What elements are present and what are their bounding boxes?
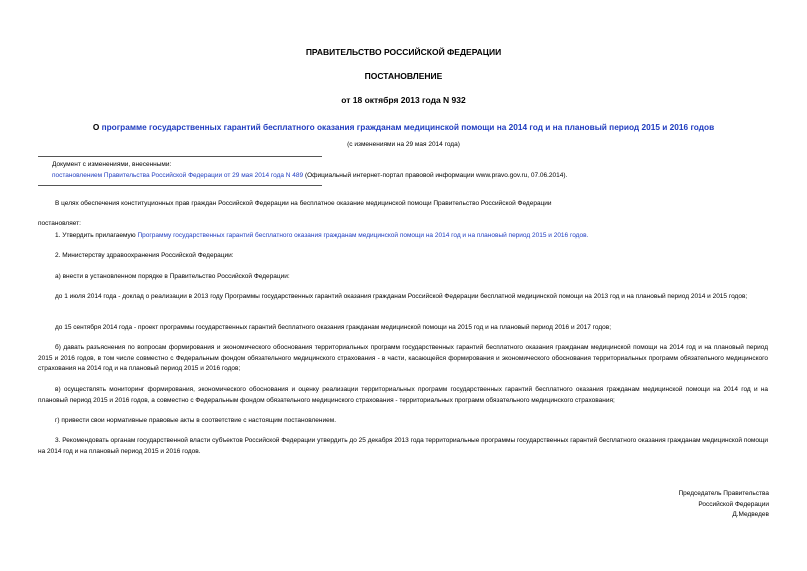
clause-2g-paragraph: г) привести свои нормативные правовые акты в соответствие с настоящим постановлением. [55,417,337,424]
program-link[interactable]: Программу государственных гарантий бесплатного оказания гражданам медицинской помощи на 2014 год и на плановый период 2015 и 2016 годов. [137,232,589,239]
signature-name-line: Д.Медведев [732,511,769,518]
amendment-note-top-divider [38,156,322,157]
document-title-link[interactable]: программе государственных гарантий бесплатного оказания гражданам медицинской помощи на 2014 год и на плановый период 2015 и 2016 годов [101,122,715,132]
clause-1-paragraph [38,231,768,242]
amendment-note-suffix: (Официальный интернет-портал правовой информации www.pravo.gov.ru, 07.06.2014). [303,172,568,179]
clause-2b-paragraph: б) давать разъяснения по вопросам формирования и экономического обоснования территориальных программ государственных гарантий бесплатного оказания гражданам медицинской помощи на 2014 год и на плановый период 2015 и 2016 годов, в том числе совместно с Федеральным фондом обязательного медицинского страхования - в части, касающейся формирования и экономического обоснования территориальных программ обязательного медицинского страхования на 2014 год и на плановый период 2015 и 2016 годов; [38,344,768,372]
clause-2v-paragraph: в) осуществлять мониторинг формирования, экономического обоснования и оценку реализации территориальных программ государственных гарантий бесплатного оказания гражданам медицинской помощи на 2014 год и на плановый период 2015 и 2016 годов, а совместно с Федеральным фондом обязательного медицинского страхования - территориальных программ обязательного медицинского страхования; [38,386,768,404]
amendment-decree-link[interactable]: постановлением Правительства Российской Федерации от 29 мая 2014 года N 489 [52,172,304,179]
preamble-paragraph: В целях обеспечения конституционных прав граждан Российской Федерации на бесплатное оказание медицинской помощи Правительство Российской Федерации [55,200,552,207]
signature-country-line: Российской Федерации [698,501,769,508]
signature-title-line: Председатель Правительства [678,490,769,497]
clause-2a-item-1-paragraph: до 1 июля 2014 года - доклад о реализации в 2013 году Программы государственных гарантий оказания гражданам Российской Федерации бесплатной медицинской помощи на 2013 год и на плановый период 2014 и 2015 годов; [55,293,748,300]
amendment-note-intro: Документ с изменениями, внесенными: [52,161,172,168]
clause-1-prefix: 1. Утвердить прилагаемую [55,232,138,239]
amendment-note-bottom-divider [38,185,322,186]
clause-2-paragraph: 2. Министерству здравоохранения Российской Федерации: [55,252,234,259]
clause-2a-paragraph: а) внести в установленном порядке в Правительство Российской Федерации: [55,273,290,280]
document-date-number: от 18 октября 2013 года N 932 [341,95,466,105]
document-title-prefix: О [92,122,102,132]
document-title [20,122,787,132]
resolves-paragraph: постановляет: [38,220,81,227]
amendment-note-source [52,171,772,180]
amendment-date-subtitle: (с изменениями на 29 мая 2014 года) [347,141,460,148]
clause-3-paragraph: 3. Рекомендовать органам государственной власти субъектов Российской Федерации утвердить до 25 декабря 2013 года территориальные программы государственных гарантий бесплатного оказания гражданам медицинской помощи на 2014 год и на плановый период 2015 и 2016 годов. [38,437,768,455]
clause-2a-item-2-paragraph: до 15 сентября 2014 года - проект программы государственных гарантий бесплатного оказания гражданам медицинской помощи на 2015 год и на плановый период 2016 и 2017 годов; [55,324,612,331]
government-heading: ПРАВИТЕЛЬСТВО РОССИЙСКОЙ ФЕДЕРАЦИИ [305,47,502,57]
document-type-heading: ПОСТАНОВЛЕНИЕ [364,71,443,81]
